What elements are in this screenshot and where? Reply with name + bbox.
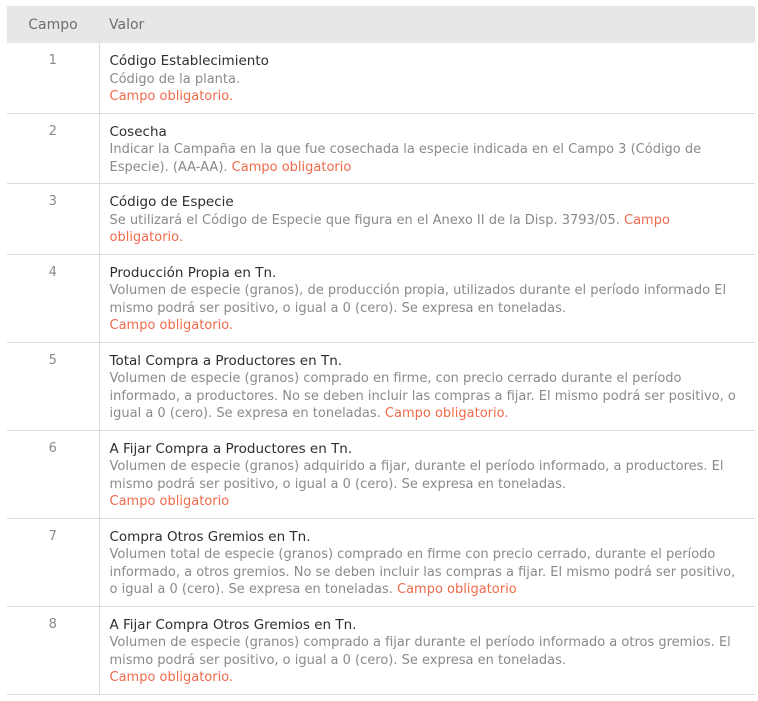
required-note: Campo obligatorio	[109, 494, 230, 509]
valor-cell	[99, 518, 755, 606]
campo-number: 1	[7, 43, 99, 113]
valor-cell	[99, 342, 755, 430]
field-title: Total Compra a Productores en Tn.	[109, 352, 343, 369]
valor-cell	[99, 184, 755, 255]
field-description: Código de la planta.	[109, 71, 241, 87]
table-row	[7, 254, 755, 342]
campo-number: 3	[7, 184, 99, 255]
field-title: A Fijar Compra a Productores en Tn.	[109, 440, 353, 457]
field-title: Código Establecimiento	[109, 53, 269, 69]
header-valor: Valor	[99, 6, 755, 43]
required-note: Campo obligatorio.	[109, 318, 234, 333]
field-description: Volumen de especie (granos), de producción propia, utilizados durante el período informado El mismo podrá ser positivo, o igual a 0 (cero). Se expresa en toneladas.	[109, 283, 727, 316]
valor-cell	[99, 254, 755, 342]
required-note: Campo obligatorio.	[384, 406, 509, 421]
valor-cell	[99, 430, 755, 518]
required-note: Campo obligatorio.	[109, 670, 234, 685]
field-title: A Fijar Compra Otros Gremios en Tn.	[109, 616, 357, 633]
table-header	[7, 6, 755, 43]
field-description: Volumen de especie (granos) comprado en firme, con precio cerrado durante el período informado, a productores. No se deben incluir las compras a fijar. El mismo podrá ser positivo, o igual a 0 (cero). Se expresa en toneladas.	[109, 371, 736, 421]
campo-number: 2	[7, 113, 99, 184]
required-note: Campo obligatorio.	[109, 212, 670, 245]
table-row	[7, 43, 755, 113]
required-note: Campo obligatorio.	[109, 89, 234, 104]
campo-number: 6	[7, 430, 99, 518]
field-description: Indicar la Campaña en la que fue cosechada la especie indicada en el Campo 3 (Código de Especie). (AA-AA).	[109, 142, 702, 175]
table-row	[7, 342, 755, 430]
field-description: Volumen de especie (granos) adquirido a fijar, durante el período informado, a productores. El mismo podrá ser positivo, o igual a 0 (cero). Se expresa en toneladas.	[109, 459, 724, 492]
field-title: Código de Especie	[109, 194, 234, 210]
table-row	[7, 113, 755, 184]
field-description: Volumen de especie (granos) comprado a fijar durante el período informado a otros gremios. El mismo podrá ser positivo, o igual a 0 (cero). Se expresa en toneladas.	[109, 635, 731, 668]
field-title: Cosecha	[109, 123, 167, 140]
campo-number: 5	[7, 342, 99, 430]
valor-cell	[99, 113, 755, 184]
field-title: Compra Otros Gremios en Tn.	[109, 528, 311, 545]
field-description: Se utilizará el Código de Especie que figura en el Anexo II de la Disp. 3793/05.	[109, 212, 620, 228]
table-row	[7, 430, 755, 518]
valor-cell	[99, 43, 755, 113]
table-row	[7, 606, 755, 694]
field-description: Volumen total de especie (granos) comprado en firme con precio cerrado, durante el período informado, a otros gremios. No se deben incluir las compras a fijar. El mismo podrá ser positivo, o igual a 0 (cero). Se expresa en toneladas.	[109, 547, 736, 597]
field-title: Producción Propia en Tn.	[109, 264, 277, 281]
valor-cell	[99, 606, 755, 694]
campo-number: 8	[7, 606, 99, 694]
fields-table	[7, 6, 755, 695]
table-body	[7, 43, 755, 694]
table-row	[7, 518, 755, 606]
required-note: Campo obligatorio	[397, 582, 517, 597]
fields-table-container	[7, 6, 755, 695]
campo-number: 4	[7, 254, 99, 342]
header-row	[7, 6, 755, 43]
table-row	[7, 184, 755, 255]
header-campo: Campo	[7, 6, 99, 43]
campo-number: 7	[7, 518, 99, 606]
required-note: Campo obligatorio	[231, 159, 352, 175]
